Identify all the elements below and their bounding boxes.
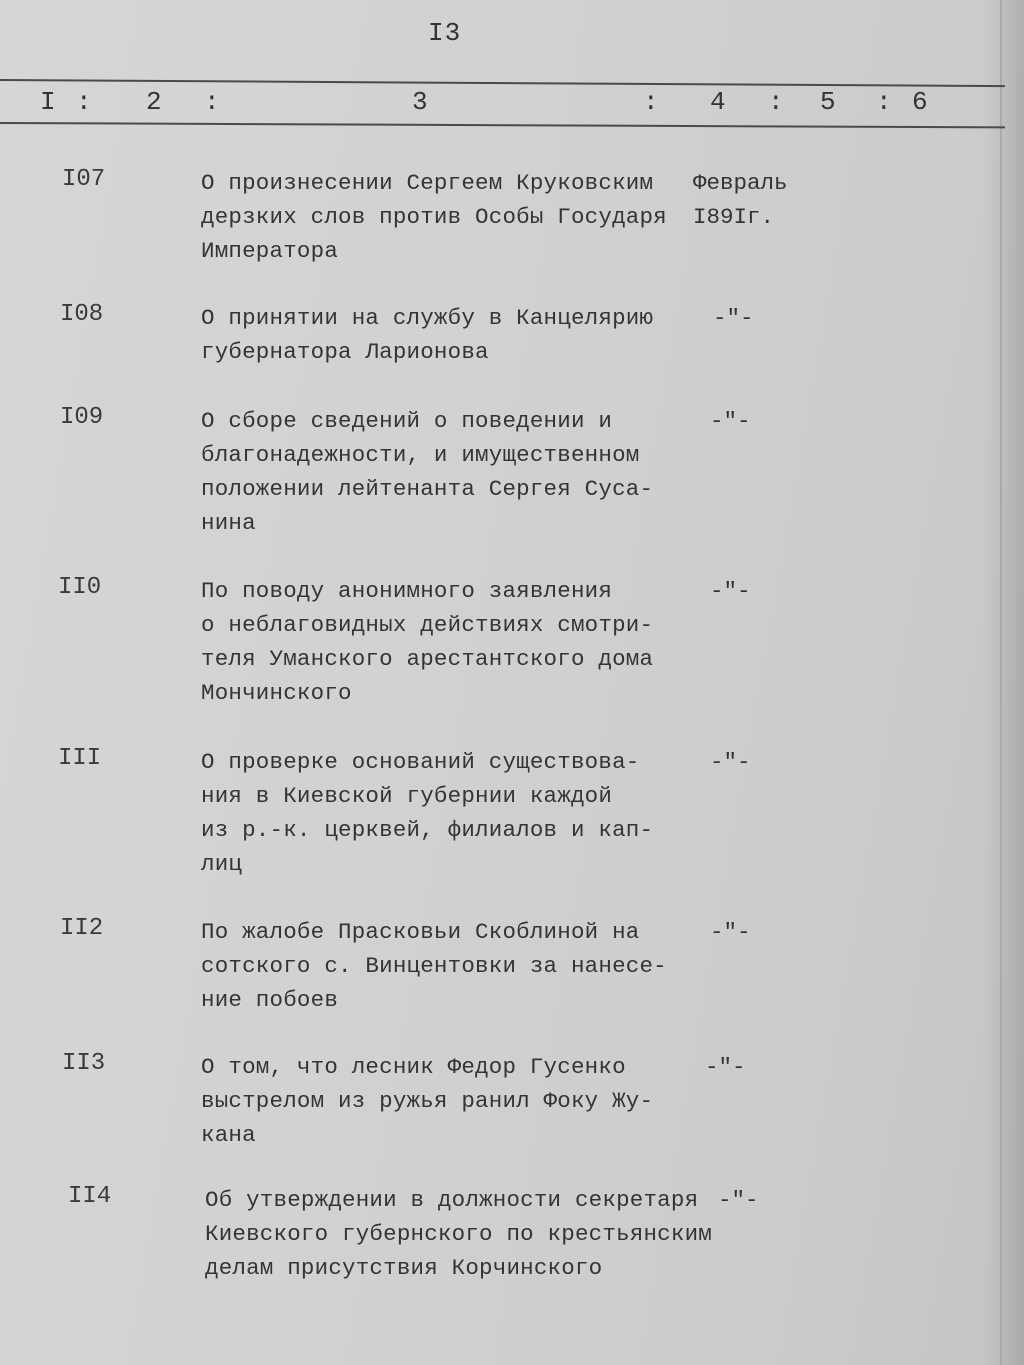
entry-date-line: -"- bbox=[710, 578, 751, 604]
entry-date-line: -"- bbox=[710, 919, 751, 945]
column-header-separator: : bbox=[204, 87, 220, 117]
entry-title-line: О сборе сведений о поведении и bbox=[201, 408, 613, 434]
entry-date-ditto bbox=[705, 1050, 746, 1084]
entry-number: II4 bbox=[68, 1183, 112, 1210]
entry-date-ditto bbox=[710, 915, 751, 949]
entry-number: II3 bbox=[62, 1050, 106, 1077]
entry-date-ditto bbox=[710, 574, 751, 608]
entry-date-line: Февраль bbox=[693, 170, 788, 196]
entry-title-line: ние побоев bbox=[201, 987, 339, 1013]
entry-date-line: -"- bbox=[710, 749, 751, 775]
entry-title-line: О произнесении Сергеем Круковским bbox=[201, 170, 654, 196]
entry-title-line: Императора bbox=[201, 238, 339, 264]
entry-title bbox=[201, 301, 653, 369]
entry-date-ditto bbox=[718, 1183, 759, 1217]
column-header-3: 3 bbox=[412, 87, 428, 117]
entry-title-line: По поводу анонимного заявления bbox=[201, 578, 613, 604]
entry-title-line: ния в Киевской губернии каждой bbox=[201, 783, 613, 809]
entry-title-line: кана bbox=[201, 1122, 256, 1148]
entry-number: I08 bbox=[60, 301, 104, 328]
entry-title bbox=[201, 404, 653, 540]
entry-title-line: По жалобе Прасковьи Скоблиной на bbox=[201, 919, 640, 945]
column-header-separator: : bbox=[76, 87, 92, 117]
column-header-separator: : bbox=[768, 87, 784, 117]
header-top-rule bbox=[0, 79, 1005, 87]
column-header-separator: : bbox=[876, 87, 892, 117]
entry-title-line: благонадежности, и имущественном bbox=[201, 442, 640, 468]
entry-title bbox=[201, 166, 667, 268]
column-header-separator: : bbox=[643, 87, 659, 117]
entry-title-line: положении лейтенанта Сергея Суса- bbox=[201, 476, 654, 502]
entry-title bbox=[201, 745, 653, 881]
page-edge-shadow bbox=[984, 0, 1024, 1365]
entry-date-ditto bbox=[710, 404, 751, 438]
entry-title-line: о неблаговидных действиях смотри- bbox=[201, 612, 654, 638]
entry-number: II0 bbox=[58, 574, 102, 601]
entry-date-line: I89Iг. bbox=[693, 204, 775, 230]
entry-date-line: -"- bbox=[713, 305, 754, 331]
entry-title-line: сотского с. Винцентовки за нанесе- bbox=[201, 953, 667, 979]
entry-title bbox=[201, 574, 653, 710]
page-number: I3 bbox=[428, 18, 462, 48]
entry-title bbox=[201, 915, 667, 1017]
entry-date-line: -"- bbox=[718, 1187, 759, 1213]
entry-date bbox=[693, 166, 788, 234]
page-edge-line bbox=[1000, 0, 1002, 1365]
entry-title-line: делам присутствия Корчинского bbox=[205, 1255, 603, 1281]
header-bottom-rule bbox=[0, 122, 1005, 128]
entry-title-line: Об утверждении в должности секретаря bbox=[205, 1187, 699, 1213]
column-header-1: I bbox=[40, 87, 56, 117]
entry-title-line: нина bbox=[201, 510, 256, 536]
column-header-6: 6 bbox=[912, 87, 928, 117]
entry-title-line: дерзких слов против Особы Государя bbox=[201, 204, 667, 230]
entry-number: III bbox=[58, 745, 102, 772]
entry-number: II2 bbox=[60, 915, 104, 942]
entry-number: I09 bbox=[60, 404, 104, 431]
entry-title-line: Киевского губернского по крестьянским bbox=[205, 1221, 712, 1247]
column-header-4: 4 bbox=[710, 87, 726, 117]
entry-date-line: -"- bbox=[705, 1054, 746, 1080]
entry-title-line: Мончинского bbox=[201, 680, 352, 706]
entry-title-line: О том, что лесник Федор Гусенко bbox=[201, 1054, 626, 1080]
entry-date-ditto bbox=[713, 301, 754, 335]
entry-title-line: лиц bbox=[201, 851, 243, 877]
entry-title bbox=[201, 1050, 653, 1152]
entry-number: I07 bbox=[62, 166, 106, 193]
entry-title bbox=[205, 1183, 712, 1285]
entry-title-line: теля Уманского арестантского дома bbox=[201, 646, 654, 672]
entry-date-ditto bbox=[710, 745, 751, 779]
entry-date-line: -"- bbox=[710, 408, 751, 434]
entry-title-line: О проверке оснований существова- bbox=[201, 749, 640, 775]
entry-title-line: выстрелом из ружья ранил Фоку Жу- bbox=[201, 1088, 654, 1114]
entry-title-line: из р.-к. церквей, филиалов и кап- bbox=[201, 817, 654, 843]
entry-title-line: губернатора Ларионова bbox=[201, 339, 489, 365]
column-header-2: 2 bbox=[146, 87, 162, 117]
column-header-5: 5 bbox=[820, 87, 836, 117]
entry-title-line: О принятии на службу в Канцелярию bbox=[201, 305, 654, 331]
